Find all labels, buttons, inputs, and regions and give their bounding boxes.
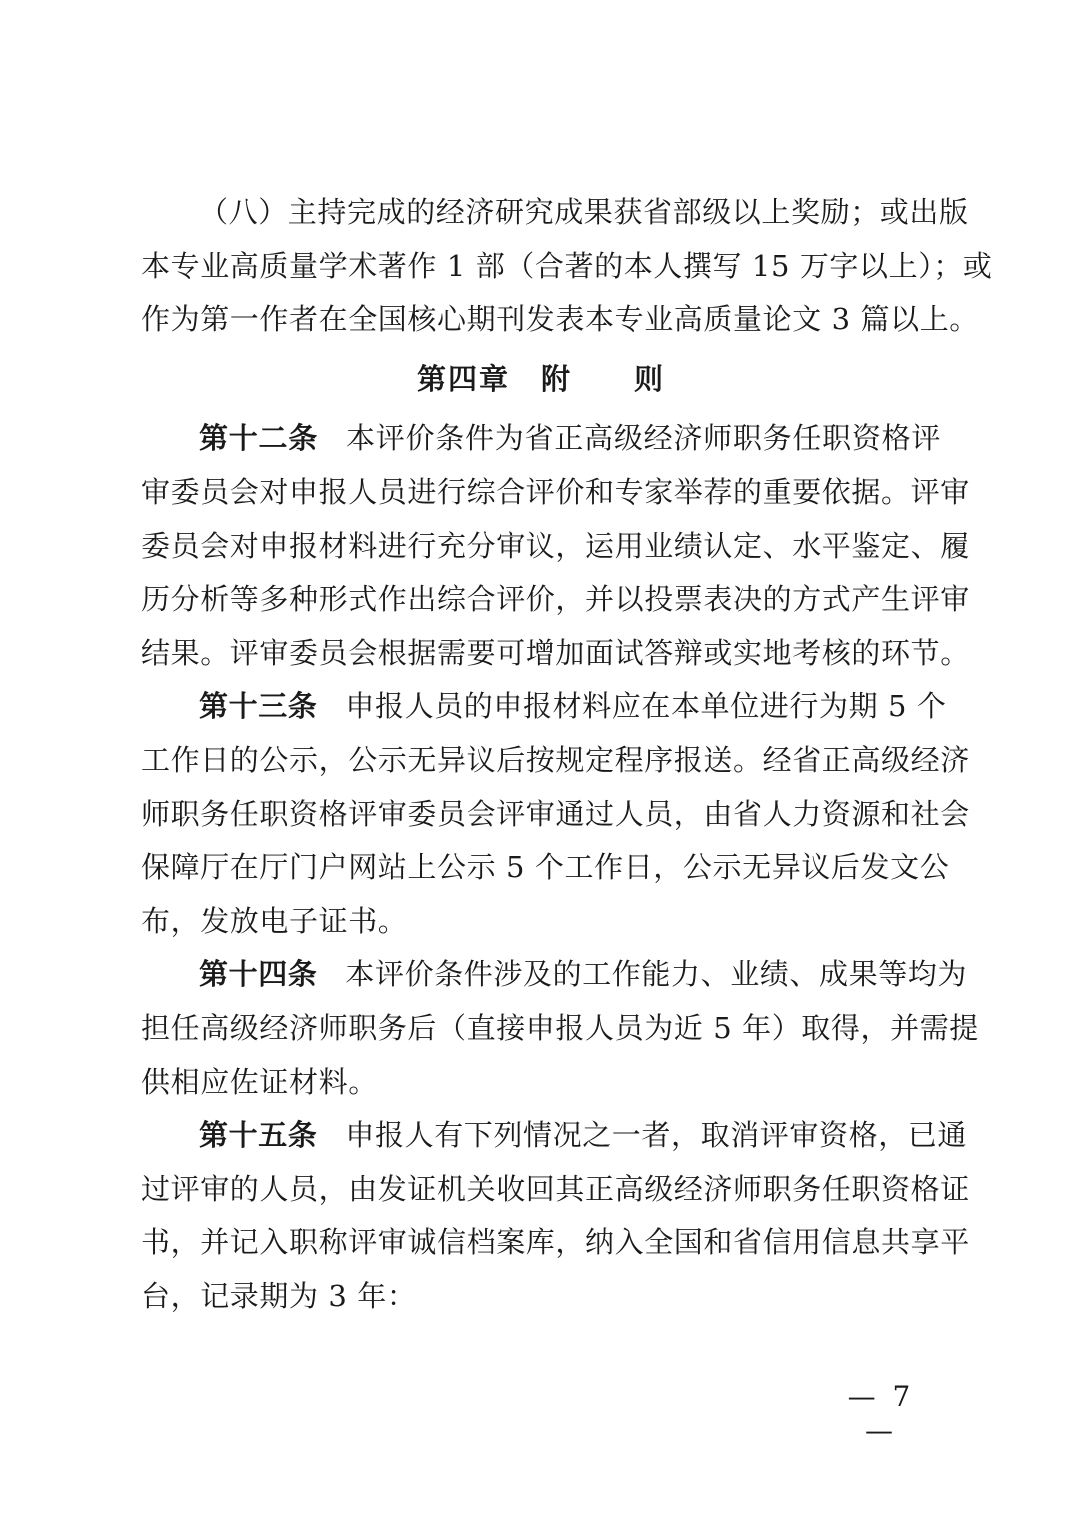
text-line: 结果。评审委员会根据需要可增加面试答辩或实地考核的环节。 [141,635,970,670]
text-line [141,1109,968,1163]
chapter-heading: 第四章 附 则 [416,361,665,396]
text-line: 书，并记入职称评审诚信档案库，纳入全国和省信用信息共享平 [141,1225,970,1260]
paragraph-item-8 [141,186,993,347]
article-text: 申报人员的申报材料应在本单位进行为期 5 个 [345,689,947,724]
text-line: 供相应佐证材料。 [141,1064,378,1099]
text-line: 保障厅在厅门户网站上公示 5 个工作日，公示无异议后发文公 [141,850,950,885]
text-line: （八）主持完成的经济研究成果获省部级以上奖励；或出版 [199,195,969,229]
text-line: 委员会对申报材料进行充分审议，运用业绩认定、水平鉴定、履 [141,528,970,563]
article-label: 第十五条 [199,1118,318,1153]
page-number: — 7 — [847,1380,915,1447]
article-label: 第十二条 [199,421,319,456]
text-line: 布，发放电子证书。 [141,903,408,938]
article-label: 第十三条 [199,689,318,724]
article-text: 本评价条件为省正高级经济师职务任职资格评 [346,421,941,456]
document-body [141,186,993,1323]
text-line: 担任高级经济师职务后（直接申报人员为近 5 年）取得，并需提 [141,1010,979,1045]
article-label: 第十四条 [199,957,318,992]
text-line: 过评审的人员，由发证机关收回其正高级经济师职务任职资格证 [141,1171,970,1206]
text-line [141,412,941,466]
article-12 [141,412,970,680]
article-14 [141,948,979,1109]
text-line: 历分析等多种形式作出综合评价，并以投票表决的方式产生评审 [141,582,970,617]
text-line [141,680,947,734]
article-15 [141,1109,970,1323]
text-line: 师职务任职资格评审委员会评审通过人员，由省人力资源和社会 [141,796,970,831]
text-line: 台，记录期为 3 年： [141,1278,417,1313]
text-line: 作为第一作者在全国核心期刊发表本专业高质量论文 3 篇以上。 [141,302,979,337]
text-line: 本专业高质量学术著作 1 部（合著的本人撰写 15 万字以上）；或 [141,248,993,283]
article-13 [141,680,970,948]
article-text: 申报人有下列情况之一者，取消评审资格，已通 [345,1118,968,1153]
article-text: 本评价条件涉及的工作能力、业绩、成果等均为 [345,957,968,992]
text-line: 工作日的公示，公示无异议后按规定程序报送。经省正高级经济 [141,742,970,777]
text-line [141,948,968,1002]
text-line: 审委员会对申报人员进行综合评价和专家举荐的重要依据。评审 [141,474,970,509]
